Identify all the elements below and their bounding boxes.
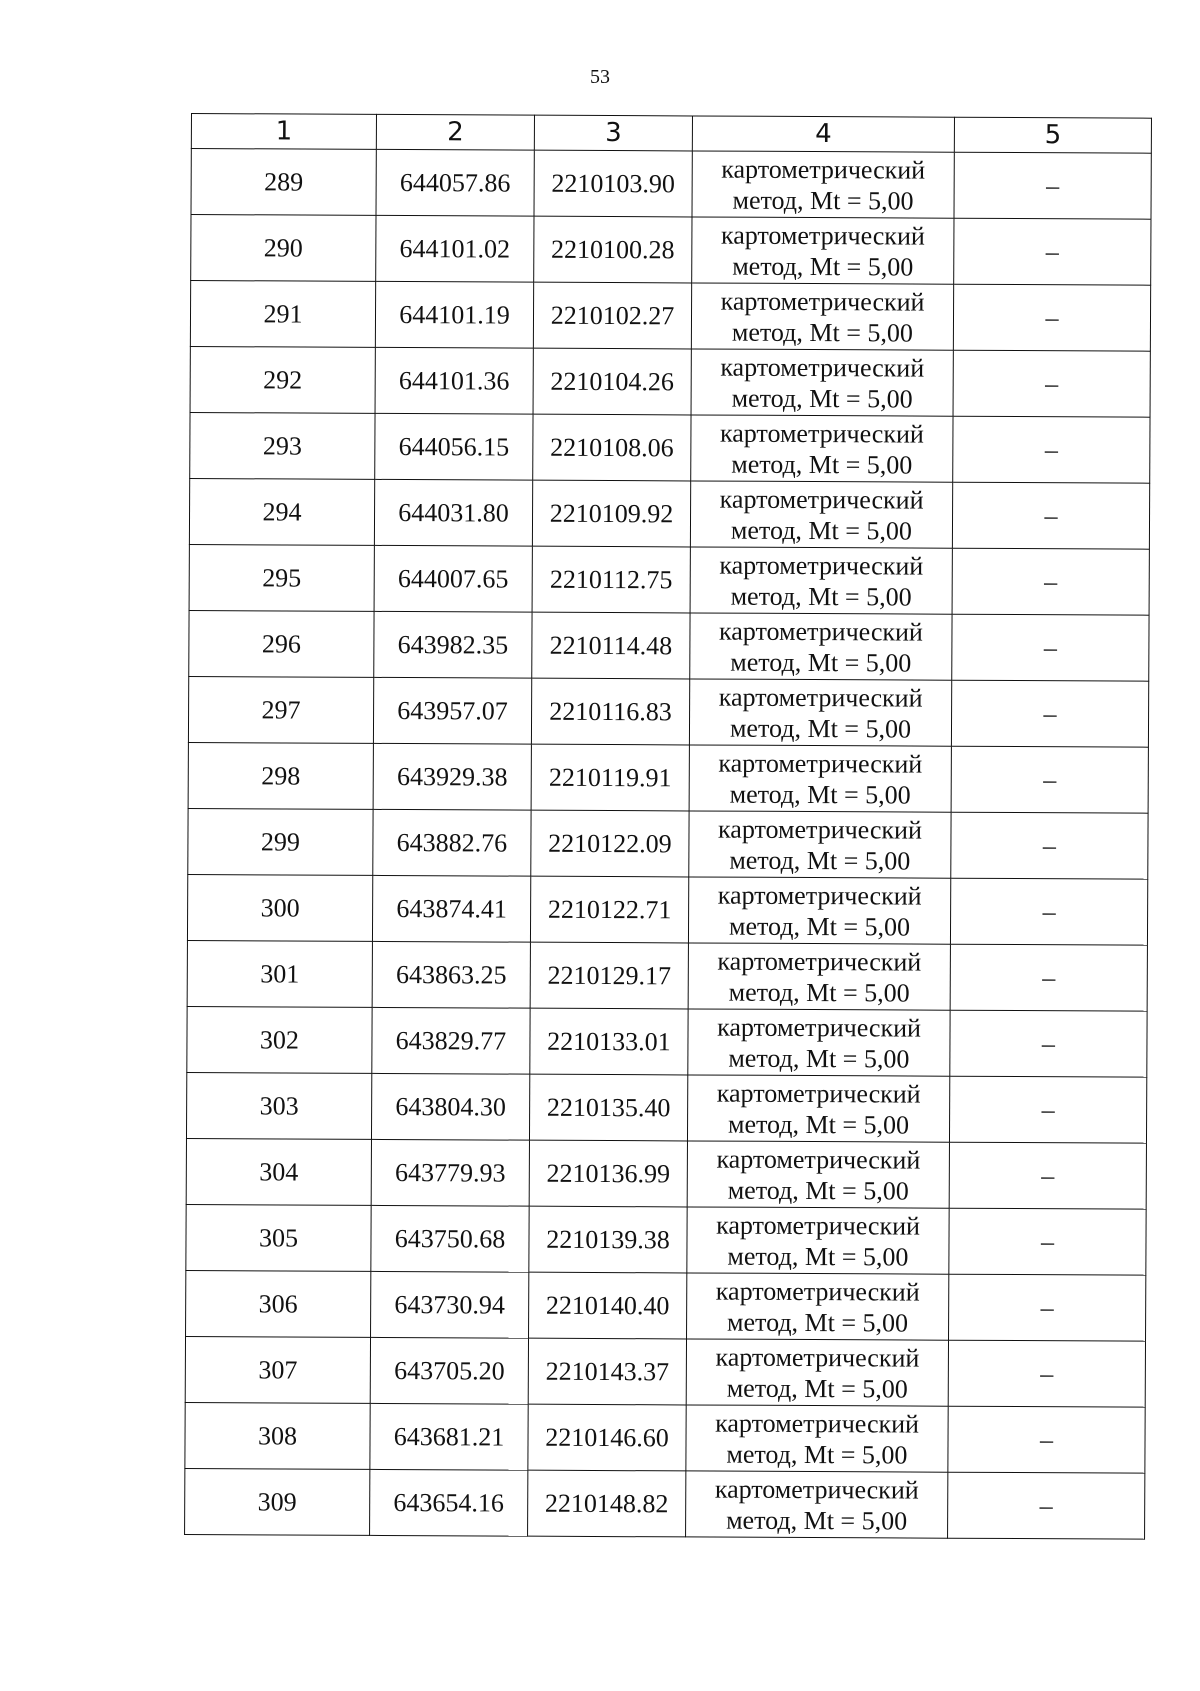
table-row <box>188 676 1148 747</box>
point-number-cell: 307 <box>185 1336 370 1403</box>
point-number-cell: 291 <box>190 281 375 348</box>
x-coordinate-cell: 644101.02 <box>376 215 534 282</box>
point-number-cell: 293 <box>190 412 375 479</box>
header-col-2: 2 <box>376 114 534 150</box>
y-coordinate-cell: 2210133.01 <box>530 1008 688 1075</box>
note-cell: – <box>951 812 1148 879</box>
y-coordinate-cell: 2210135.40 <box>529 1074 687 1141</box>
x-coordinate-cell: 644007.65 <box>374 545 532 612</box>
method-line-2: метод, Mt = 5,00 <box>727 1241 909 1272</box>
method-line-1: картометрический <box>716 1210 921 1241</box>
note-cell: – <box>952 614 1149 681</box>
header-row <box>191 114 1151 154</box>
note-cell: – <box>948 1472 1145 1539</box>
method-line-2: метод, Mt = 5,00 <box>727 1175 909 1206</box>
note-cell: – <box>950 878 1147 945</box>
y-coordinate-cell: 2210140.40 <box>529 1272 687 1339</box>
method-line-2: метод, Mt = 5,00 <box>730 515 913 546</box>
method-line-1: картометрический <box>719 484 924 515</box>
method-line-1: картометрический <box>717 1012 922 1043</box>
method-cell <box>690 613 952 680</box>
table-row <box>189 610 1149 681</box>
method-line-1: картометрический <box>718 682 923 713</box>
point-number-cell: 296 <box>189 610 374 677</box>
note-cell: – <box>949 1208 1146 1275</box>
note-cell: – <box>951 680 1148 747</box>
method-cell <box>691 283 953 350</box>
table-row <box>187 940 1147 1011</box>
table-row <box>186 1270 1146 1341</box>
table-row <box>191 215 1151 286</box>
method-line-2: метод, Mt = 5,00 <box>727 1307 909 1338</box>
method-line-2: метод, Mt = 5,00 <box>726 1505 908 1536</box>
method-cell <box>687 1273 949 1340</box>
method-line-1: картометрический <box>718 814 922 845</box>
method-cell <box>687 1141 949 1208</box>
method-line-2: метод, Mt = 5,00 <box>731 383 913 414</box>
point-number-cell: 309 <box>185 1468 370 1535</box>
note-cell: – <box>951 746 1148 813</box>
x-coordinate-cell: 644057.86 <box>376 149 534 216</box>
method-line-2: метод, Mt = 5,00 <box>726 1439 908 1470</box>
x-coordinate-cell: 643957.07 <box>373 677 531 744</box>
note-cell: – <box>949 1274 1146 1341</box>
method-line-2: метод, Mt = 5,00 <box>730 647 912 678</box>
y-coordinate-cell: 2210139.38 <box>529 1206 687 1273</box>
method-line-2: метод, Mt = 5,00 <box>728 911 911 942</box>
table-row <box>186 1072 1146 1143</box>
table-row <box>190 281 1150 352</box>
method-line-2: метод, Mt = 5,00 <box>732 251 914 282</box>
point-number-cell: 308 <box>185 1402 370 1469</box>
y-coordinate-cell: 2210112.75 <box>532 546 690 613</box>
method-line-2: метод, Mt = 5,00 <box>731 317 914 348</box>
table-body <box>185 149 1152 1540</box>
method-line-1: картометрический <box>715 1408 920 1439</box>
table-row <box>187 874 1147 945</box>
x-coordinate-cell: 643863.25 <box>372 941 530 1008</box>
table-row <box>191 149 1151 220</box>
table-row <box>186 1138 1146 1209</box>
x-coordinate-cell: 644101.19 <box>375 281 533 348</box>
y-coordinate-cell: 2210136.99 <box>529 1140 687 1207</box>
method-cell <box>689 745 951 812</box>
note-cell: – <box>954 152 1151 219</box>
x-coordinate-cell: 643681.21 <box>370 1403 528 1470</box>
x-coordinate-cell: 643654.16 <box>370 1469 528 1536</box>
x-coordinate-cell: 643929.38 <box>373 743 531 810</box>
table-header <box>191 114 1151 154</box>
note-cell: – <box>950 1010 1147 1077</box>
y-coordinate-cell: 2210129.17 <box>530 942 688 1009</box>
method-line-1: картометрический <box>716 1078 921 1109</box>
y-coordinate-cell: 2210103.90 <box>534 150 692 217</box>
x-coordinate-cell: 643882.76 <box>373 809 531 876</box>
header-col-3: 3 <box>534 115 692 151</box>
method-line-1: картометрический <box>719 418 924 449</box>
y-coordinate-cell: 2210122.09 <box>531 810 689 877</box>
method-line-1: картометрический <box>720 286 925 317</box>
table-row <box>188 742 1148 813</box>
x-coordinate-cell: 643804.30 <box>371 1073 529 1140</box>
method-cell <box>690 481 952 548</box>
table-row <box>187 1006 1147 1077</box>
x-coordinate-cell: 644101.36 <box>375 347 533 414</box>
point-number-cell: 300 <box>187 874 372 941</box>
x-coordinate-cell: 643750.68 <box>371 1205 529 1272</box>
method-line-2: метод, Mt = 5,00 <box>729 713 912 744</box>
method-line-1: картометрический <box>719 550 924 581</box>
y-coordinate-cell: 2210102.27 <box>533 282 691 349</box>
method-line-2: метод, Mt = 5,00 <box>728 1043 910 1074</box>
note-cell: – <box>949 1142 1146 1209</box>
x-coordinate-cell: 644031.80 <box>374 479 532 546</box>
x-coordinate-cell: 643730.94 <box>371 1271 529 1338</box>
note-cell: – <box>953 416 1150 483</box>
method-line-1: картометрический <box>721 154 926 185</box>
method-cell <box>690 547 952 614</box>
y-coordinate-cell: 2210116.83 <box>531 678 689 745</box>
method-cell <box>686 1471 948 1538</box>
method-cell <box>691 415 953 482</box>
table-row <box>188 808 1148 879</box>
point-number-cell: 298 <box>188 742 373 809</box>
table-row <box>185 1402 1145 1473</box>
point-number-cell: 294 <box>189 478 374 545</box>
y-coordinate-cell: 2210109.92 <box>532 480 690 547</box>
header-col-1: 1 <box>191 114 376 150</box>
method-line-2: метод, Mt = 5,00 <box>726 1373 908 1404</box>
point-number-cell: 295 <box>189 544 374 611</box>
y-coordinate-cell: 2210122.71 <box>530 876 688 943</box>
x-coordinate-cell: 644056.15 <box>375 413 533 480</box>
method-cell <box>686 1405 948 1472</box>
point-number-cell: 306 <box>186 1270 371 1337</box>
y-coordinate-cell: 2210146.60 <box>528 1404 686 1471</box>
table-row <box>185 1468 1145 1539</box>
method-cell <box>689 811 951 878</box>
point-number-cell: 302 <box>187 1006 372 1073</box>
point-number-cell: 292 <box>190 346 375 413</box>
x-coordinate-cell: 643829.77 <box>372 1007 530 1074</box>
point-number-cell: 304 <box>186 1138 371 1205</box>
method-cell <box>689 679 951 746</box>
method-line-2: метод, Mt = 5,00 <box>728 977 910 1008</box>
method-line-2: метод, Mt = 5,00 <box>729 845 911 876</box>
note-cell: – <box>952 548 1149 615</box>
method-line-1: картометрический <box>718 616 923 647</box>
note-cell: – <box>948 1340 1145 1407</box>
method-line-1: картометрический <box>717 946 922 977</box>
y-coordinate-cell: 2210143.37 <box>528 1338 686 1405</box>
x-coordinate-cell: 643874.41 <box>372 875 530 942</box>
method-cell <box>687 1207 949 1274</box>
method-cell <box>692 217 954 284</box>
method-line-2: метод, Mt = 5,00 <box>727 1109 910 1140</box>
method-cell <box>686 1339 948 1406</box>
method-cell <box>688 943 950 1010</box>
x-coordinate-cell: 643982.35 <box>374 611 532 678</box>
point-number-cell: 303 <box>186 1072 371 1139</box>
method-line-1: картометрический <box>718 748 923 779</box>
point-number-cell: 290 <box>191 215 376 282</box>
table-row <box>189 478 1149 549</box>
method-line-1: картометрический <box>716 1144 921 1175</box>
method-cell <box>688 1009 950 1076</box>
point-number-cell: 299 <box>188 808 373 875</box>
y-coordinate-cell: 2210119.91 <box>531 744 689 811</box>
y-coordinate-cell: 2210104.26 <box>533 348 691 415</box>
method-cell <box>692 151 954 218</box>
point-number-cell: 289 <box>191 149 376 216</box>
method-line-1: картометрический <box>715 1276 920 1307</box>
y-coordinate-cell: 2210108.06 <box>533 414 691 481</box>
method-line-2: метод, Mt = 5,00 <box>731 449 913 480</box>
method-cell <box>691 349 953 416</box>
y-coordinate-cell: 2210148.82 <box>528 1470 686 1537</box>
point-number-cell: 301 <box>187 940 372 1007</box>
method-line-1: картометрический <box>715 1342 920 1373</box>
coordinates-table <box>184 113 1152 1540</box>
note-cell: – <box>949 1076 1146 1143</box>
method-line-2: метод, Mt = 5,00 <box>730 581 912 612</box>
header-col-5: 5 <box>954 117 1151 153</box>
note-cell: – <box>954 218 1151 285</box>
method-line-2: метод, Mt = 5,00 <box>732 185 914 216</box>
table-row <box>185 1336 1145 1407</box>
y-coordinate-cell: 2210100.28 <box>534 216 692 283</box>
note-cell: – <box>950 944 1147 1011</box>
x-coordinate-cell: 643779.93 <box>371 1139 529 1206</box>
page-number: 53 <box>590 66 610 88</box>
method-line-2: метод, Mt = 5,00 <box>729 779 911 810</box>
note-cell: – <box>948 1406 1145 1473</box>
table-row <box>189 544 1149 615</box>
table-row <box>186 1204 1146 1275</box>
point-number-cell: 297 <box>188 676 373 743</box>
method-line-1: картометрический <box>720 220 925 251</box>
note-cell: – <box>952 482 1149 549</box>
y-coordinate-cell: 2210114.48 <box>532 612 690 679</box>
note-cell: – <box>953 284 1150 351</box>
point-number-cell: 305 <box>186 1204 371 1271</box>
method-cell <box>688 877 950 944</box>
x-coordinate-cell: 643705.20 <box>370 1337 528 1404</box>
header-col-4: 4 <box>692 116 954 152</box>
table-row <box>190 412 1150 483</box>
table-row <box>190 346 1150 417</box>
method-line-1: картометрический <box>714 1474 919 1505</box>
method-line-1: картометрический <box>720 352 925 383</box>
note-cell: – <box>953 350 1150 417</box>
method-cell <box>687 1075 949 1142</box>
method-line-1: картометрический <box>717 880 922 911</box>
